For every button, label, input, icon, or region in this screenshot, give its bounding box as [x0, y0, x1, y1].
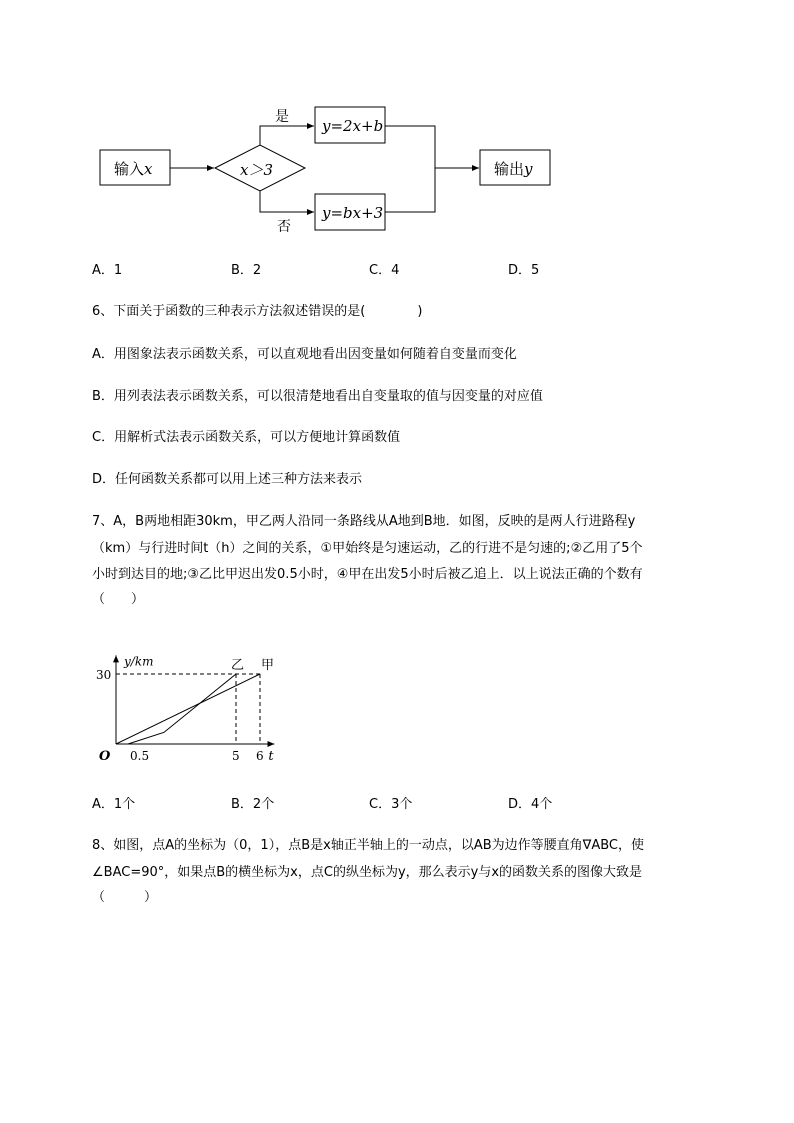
q6-option-b: B．用列表法表示函数关系，可以很清楚地看出自变量取的值与因变量的对应值 [92, 389, 543, 404]
y-tick-label: 30 [96, 668, 112, 682]
q5-option-a: A．1 [92, 263, 123, 278]
yes-label: 是 [275, 109, 289, 125]
flowchart [90, 100, 570, 240]
x-tick-label: 6 [256, 749, 264, 763]
series-line-yi [128, 674, 236, 744]
x-tick-label: 5 [232, 749, 240, 763]
q7-line-4: （ ） [92, 592, 145, 607]
arrow-no [260, 191, 314, 212]
q6-option-a: A．用图象法表示函数关系，可以直观地看出因变量如何随着自变量而变化 [92, 347, 517, 362]
x-tick-label: 0.5 [130, 749, 150, 763]
q5-option-d: D．5 [508, 263, 540, 278]
arrow-yes [260, 126, 314, 145]
output-label: 输出y [494, 160, 533, 178]
q5-option-c: C．4 [369, 263, 400, 278]
origin-label: O [99, 749, 111, 764]
input-label: 输入x [114, 160, 153, 178]
q7-option-b: B．2个 [231, 797, 275, 812]
x-axis-label: t [268, 749, 274, 764]
q7-option-a: A．1个 [92, 797, 136, 812]
q7-line-1: 7、A，B两地相距30km，甲乙两人沿同一条路线从A地到B地．如图，反映的是两人行进路程y [92, 514, 636, 529]
yes-formula: y=2x+b [322, 117, 384, 135]
no-label: 否 [277, 219, 291, 235]
q7-option-c: C．3个 [369, 797, 413, 812]
q6-option-c: C．用解析式法表示函数关系，可以方便地计算函数值 [92, 430, 401, 445]
no-formula: y=bx+3 [322, 204, 384, 222]
q8-line-3: （ ） [92, 890, 158, 905]
series-label-yi: 乙 [231, 658, 245, 673]
distance-time-chart [90, 630, 280, 770]
q7-line-3: 小时到达目的地;③乙比甲迟出发0.5小时，④甲在出发5小时后被乙追上．以上说法正确的个数有 [92, 567, 643, 582]
q7-line-2: （km）与行进时间t（h）之间的关系，①甲始终是匀速运动，乙的行进不是匀速的;②乙用了5个 [92, 541, 643, 556]
q5-option-b: B．2 [231, 263, 262, 278]
condition-text: x＞3 [240, 161, 274, 179]
q6-option-d: D．任何函数关系都可以用上述三种方法来表示 [92, 472, 363, 487]
merge-line [385, 126, 435, 212]
q8-line-2: ∠BAC=90°，如果点B的横坐标为x，点C的纵坐标为y，那么表示y与x的函数关系的图像大致是 [92, 865, 643, 880]
q8-line-1: 8、如图，点A的坐标为（0，1），点B是x轴正半轴上的一动点，以AB为边作等腰直角∇ABC，使 [92, 838, 644, 853]
q7-option-d: D．4个 [508, 797, 553, 812]
series-label-jia: 甲 [261, 658, 275, 673]
series-line-jia [116, 674, 260, 744]
q6-stem: 6、下面关于函数的三种表示方法叙述错误的是( ) [92, 304, 423, 319]
y-axis-label: y/km [124, 654, 154, 669]
